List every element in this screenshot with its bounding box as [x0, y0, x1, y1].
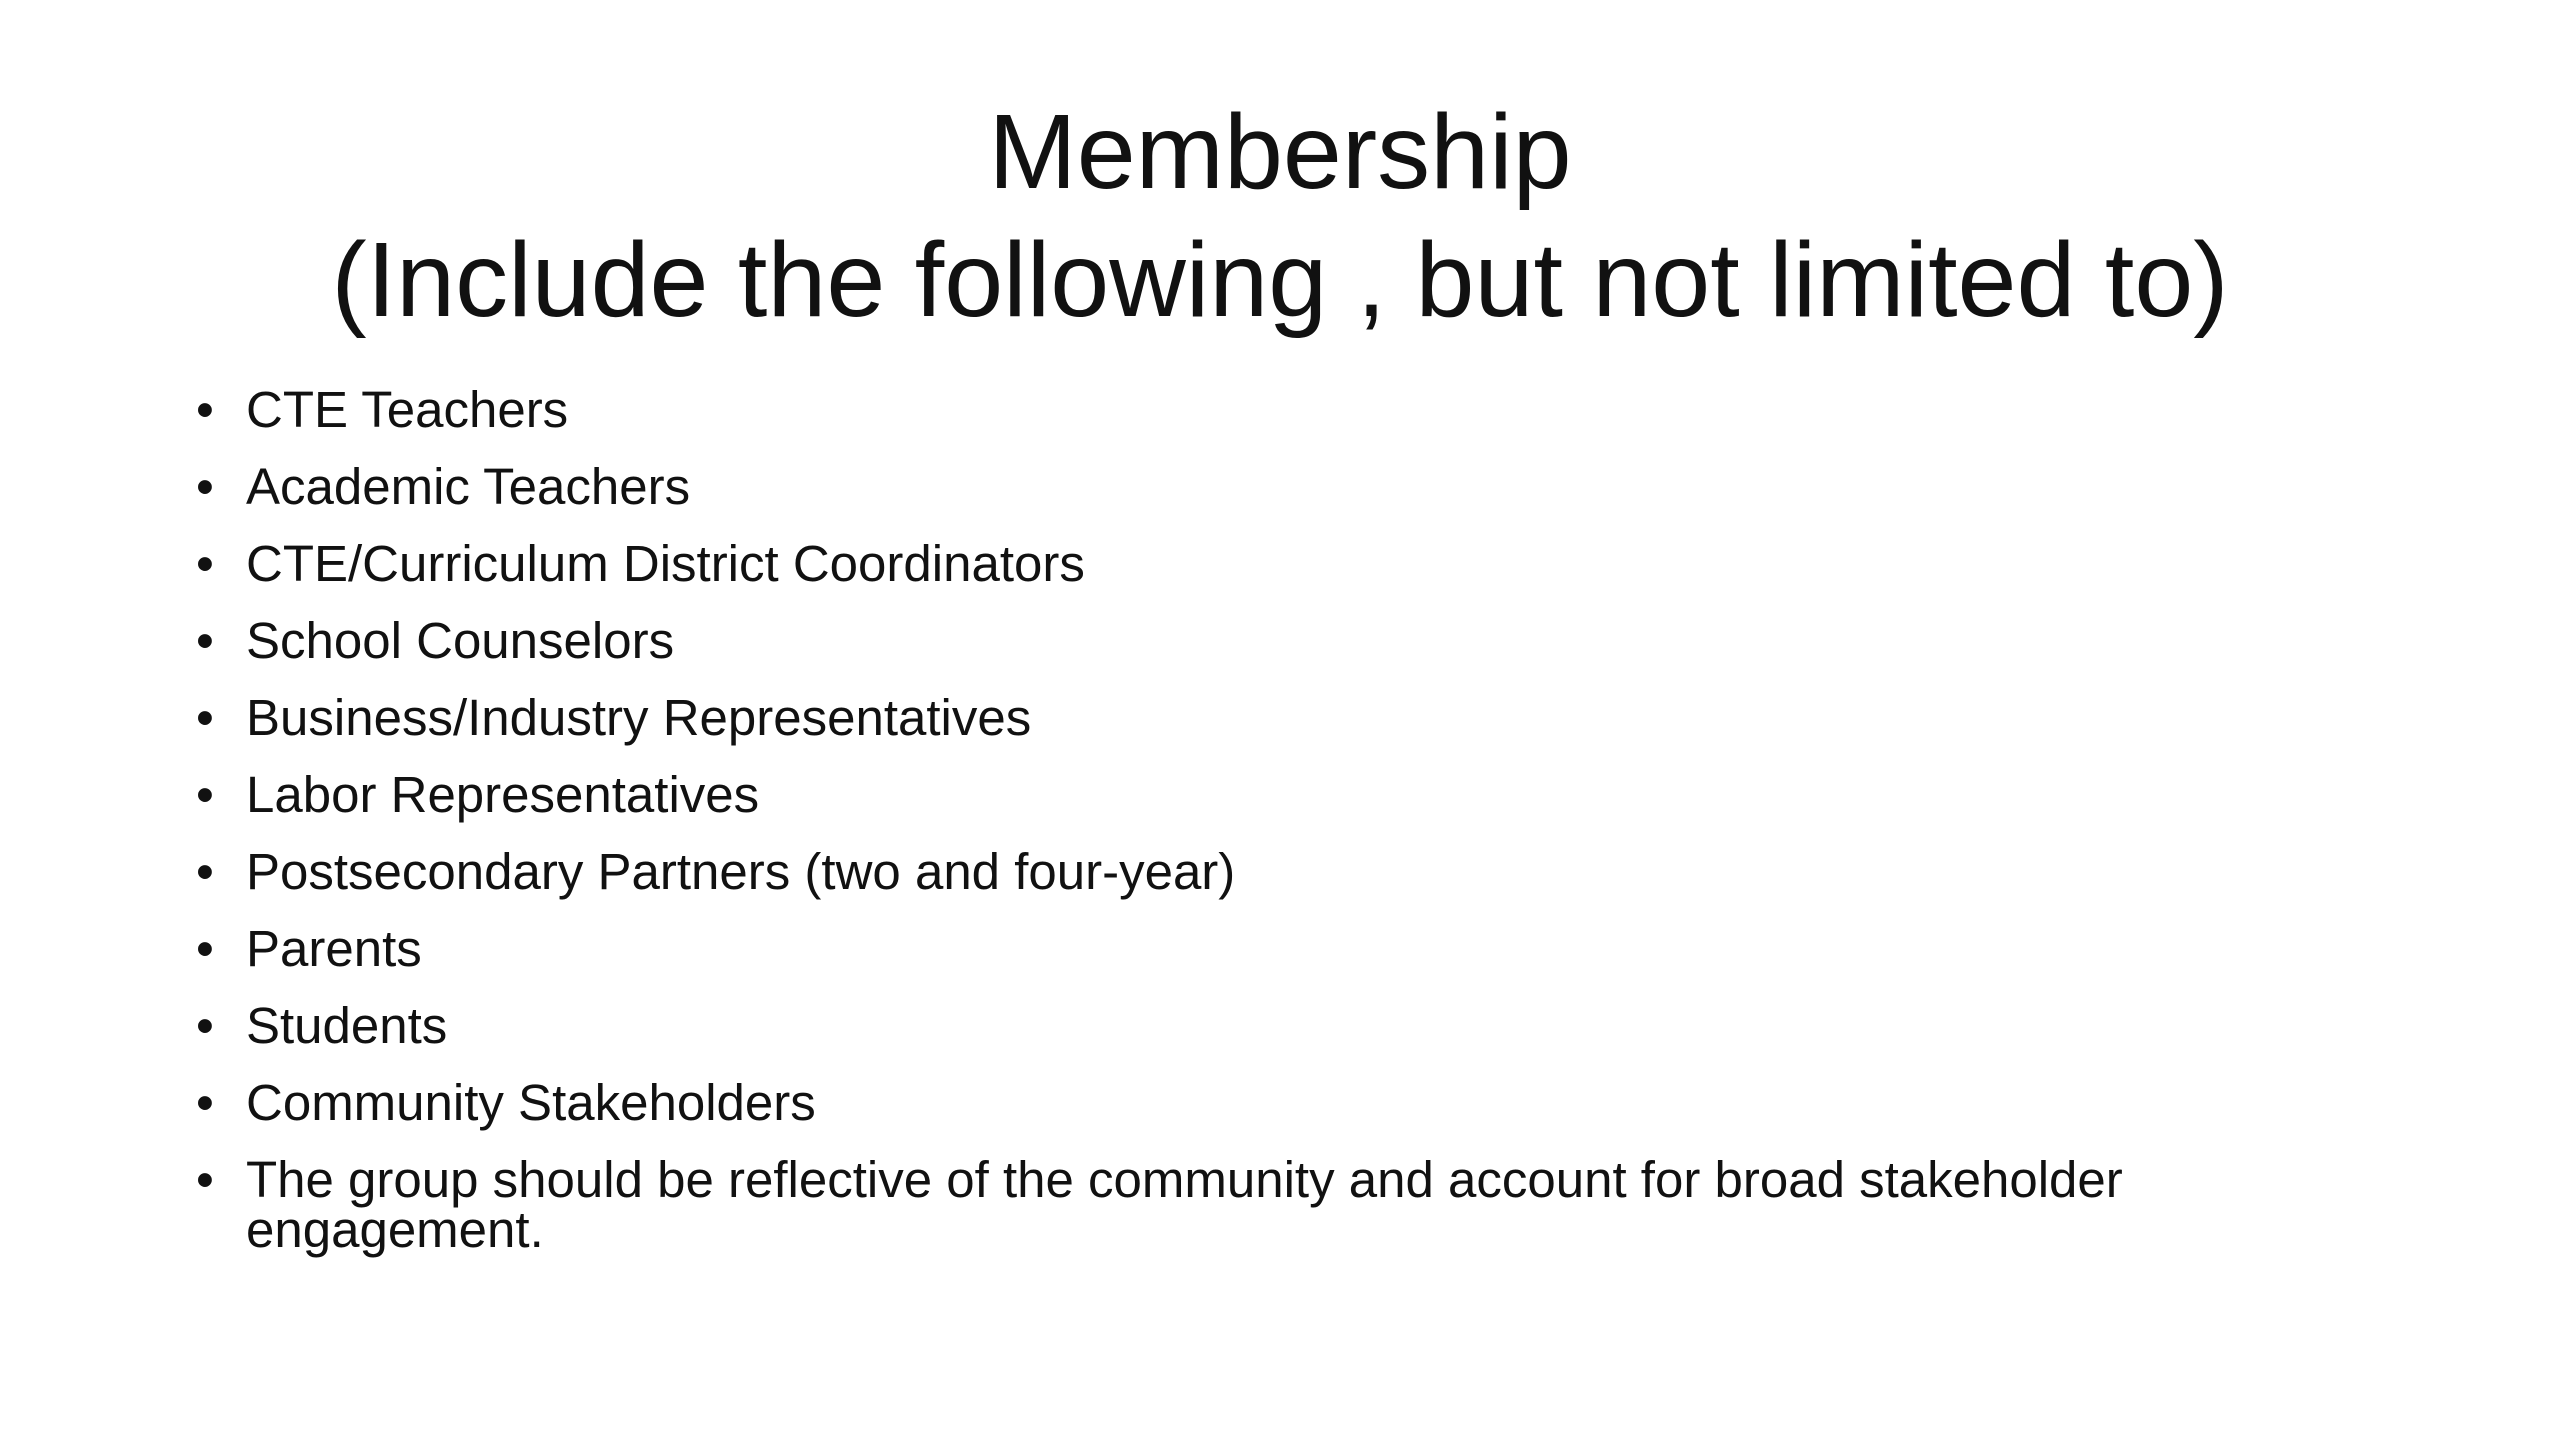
list-item — [196, 843, 2426, 900]
list-item — [196, 612, 2426, 669]
bullet-icon: • — [196, 1151, 214, 1208]
list-item — [196, 535, 2426, 592]
list-item — [196, 1151, 2426, 1258]
bullet-icon: • — [196, 766, 214, 823]
bullet-text: Parents — [246, 920, 422, 977]
list-item — [196, 1074, 2426, 1131]
list-item — [196, 920, 2426, 977]
bullet-text: Academic Teachers — [246, 458, 691, 515]
title-line-2: (Include the following , but not limited to) — [331, 221, 2229, 339]
bullet-text: The group should be reflective of the community and account for broad stakeholder engagement. — [246, 1151, 2123, 1258]
bullet-icon: • — [196, 843, 214, 900]
bullet-text: Postsecondary Partners (two and four-year) — [246, 843, 1236, 900]
bullet-icon: • — [196, 1074, 214, 1131]
list-item — [196, 997, 2426, 1054]
bullet-text: Students — [246, 997, 448, 1054]
slide-title — [180, 88, 2380, 344]
bullet-icon: • — [196, 689, 214, 746]
bullet-icon: • — [196, 920, 214, 977]
bullet-text: Community Stakeholders — [246, 1074, 816, 1131]
bullet-text: School Counselors — [246, 612, 675, 669]
bullet-text: Business/Industry Representatives — [246, 689, 1032, 746]
list-item — [196, 766, 2426, 823]
list-item — [196, 381, 2426, 438]
bullet-list — [196, 381, 2426, 1282]
bullet-text: CTE/Curriculum District Coordinators — [246, 535, 1085, 592]
bullet-icon: • — [196, 612, 214, 669]
bullet-icon: • — [196, 997, 214, 1054]
bullet-icon: • — [196, 458, 214, 515]
title-line-1: Membership — [988, 93, 1572, 211]
list-item — [196, 458, 2426, 515]
bullet-text: CTE Teachers — [246, 381, 569, 438]
bullet-icon: • — [196, 381, 214, 438]
bullet-text: Labor Representatives — [246, 766, 760, 823]
list-item — [196, 689, 2426, 746]
bullet-icon: • — [196, 535, 214, 592]
